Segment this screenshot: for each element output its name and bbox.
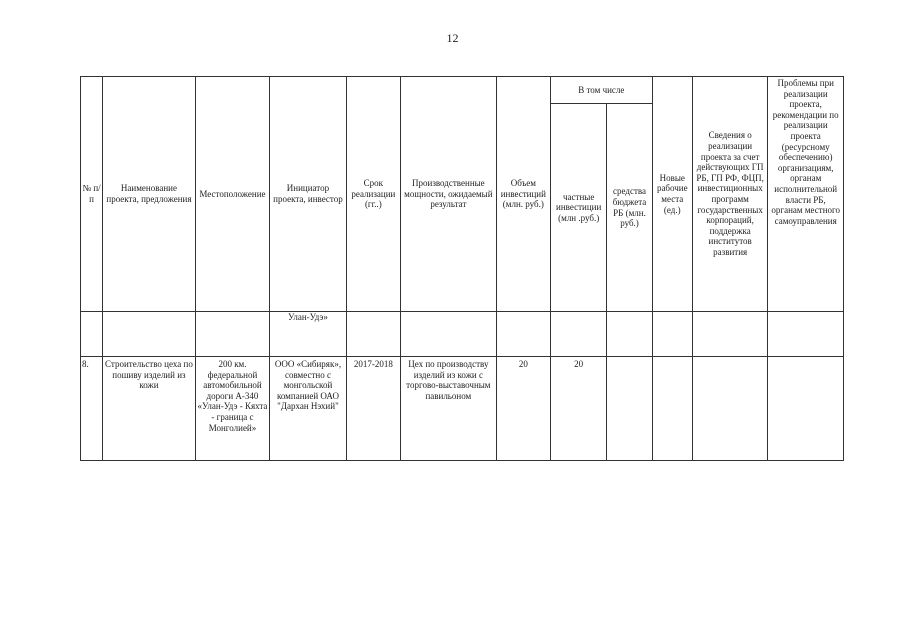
col-header-name: Наименование проекта, предложения (103, 77, 196, 312)
cell-problems (768, 312, 844, 357)
cell-num (81, 312, 103, 357)
cell-jobs (652, 312, 692, 357)
page-number: 12 (446, 31, 459, 45)
col-header-capacity: Производственные мощности, ожидаемый результат (401, 77, 497, 312)
col-header-problems: Проблемы при реализации проекта, рекомендации по реализации проекта (ресурсному обеспечению) организациям, органам исполнительной власти РБ, органам местного самоуправления (768, 77, 844, 312)
cell-initiator: Улан-Удэ» (270, 312, 346, 357)
cell-term (346, 312, 400, 357)
cell-term: 2017-2018 (346, 357, 400, 461)
cell-initiator: ООО «Сибиряк», совместно с монгольской компанией ОАО "Дархан Нэхий" (270, 357, 346, 461)
continuation-row (81, 312, 844, 357)
col-header-volume: Объем инвестиций (млн. руб.) (496, 77, 550, 312)
col-header-num: № п/п (81, 77, 103, 312)
cell-private (551, 312, 607, 357)
cell-location (195, 312, 269, 357)
cell-volume: 20 (496, 357, 550, 461)
cell-capacity: Цех по производству изделий из кожи с торгово-выставочным павильоном (401, 357, 497, 461)
cell-problems (768, 357, 844, 461)
cell-volume (496, 312, 550, 357)
header-row (81, 77, 844, 104)
col-header-jobs: Новые рабочие места (ед.) (652, 77, 692, 312)
cell-info (692, 312, 767, 357)
cell-budget (607, 312, 652, 357)
cell-budget (607, 357, 652, 461)
table-row (81, 357, 844, 461)
col-header-term: Срок реализации (гг..) (346, 77, 400, 312)
cell-name (103, 312, 196, 357)
col-header-private: частные инвестиции (млн .руб.) (551, 104, 607, 312)
col-header-initiator: Инициатор проекта, инвестор (270, 77, 346, 312)
cell-private: 20 (551, 357, 607, 461)
cell-info (692, 357, 767, 461)
col-header-including: В том числе (551, 77, 653, 104)
cell-jobs (652, 357, 692, 461)
cell-capacity (401, 312, 497, 357)
col-header-budget: средства бюджета РБ (млн. руб.) (607, 104, 652, 312)
cell-num: 8. (81, 357, 103, 461)
cell-name: Строительство цеха по пошиву изделий из кожи (103, 357, 196, 461)
projects-table (80, 76, 844, 461)
col-header-location: Местоположение (195, 77, 269, 312)
cell-location: 200 км. федеральной автомобильной дороги А-340 «Улан-Удэ - Кяхта - граница с Монголией» (195, 357, 269, 461)
col-header-info: Сведения о реализации проекта за счет действующих ГП РБ, ГП РФ, ФЦП, инвестиционных программ государственных корпораций, поддержка институтов развития (692, 77, 767, 312)
